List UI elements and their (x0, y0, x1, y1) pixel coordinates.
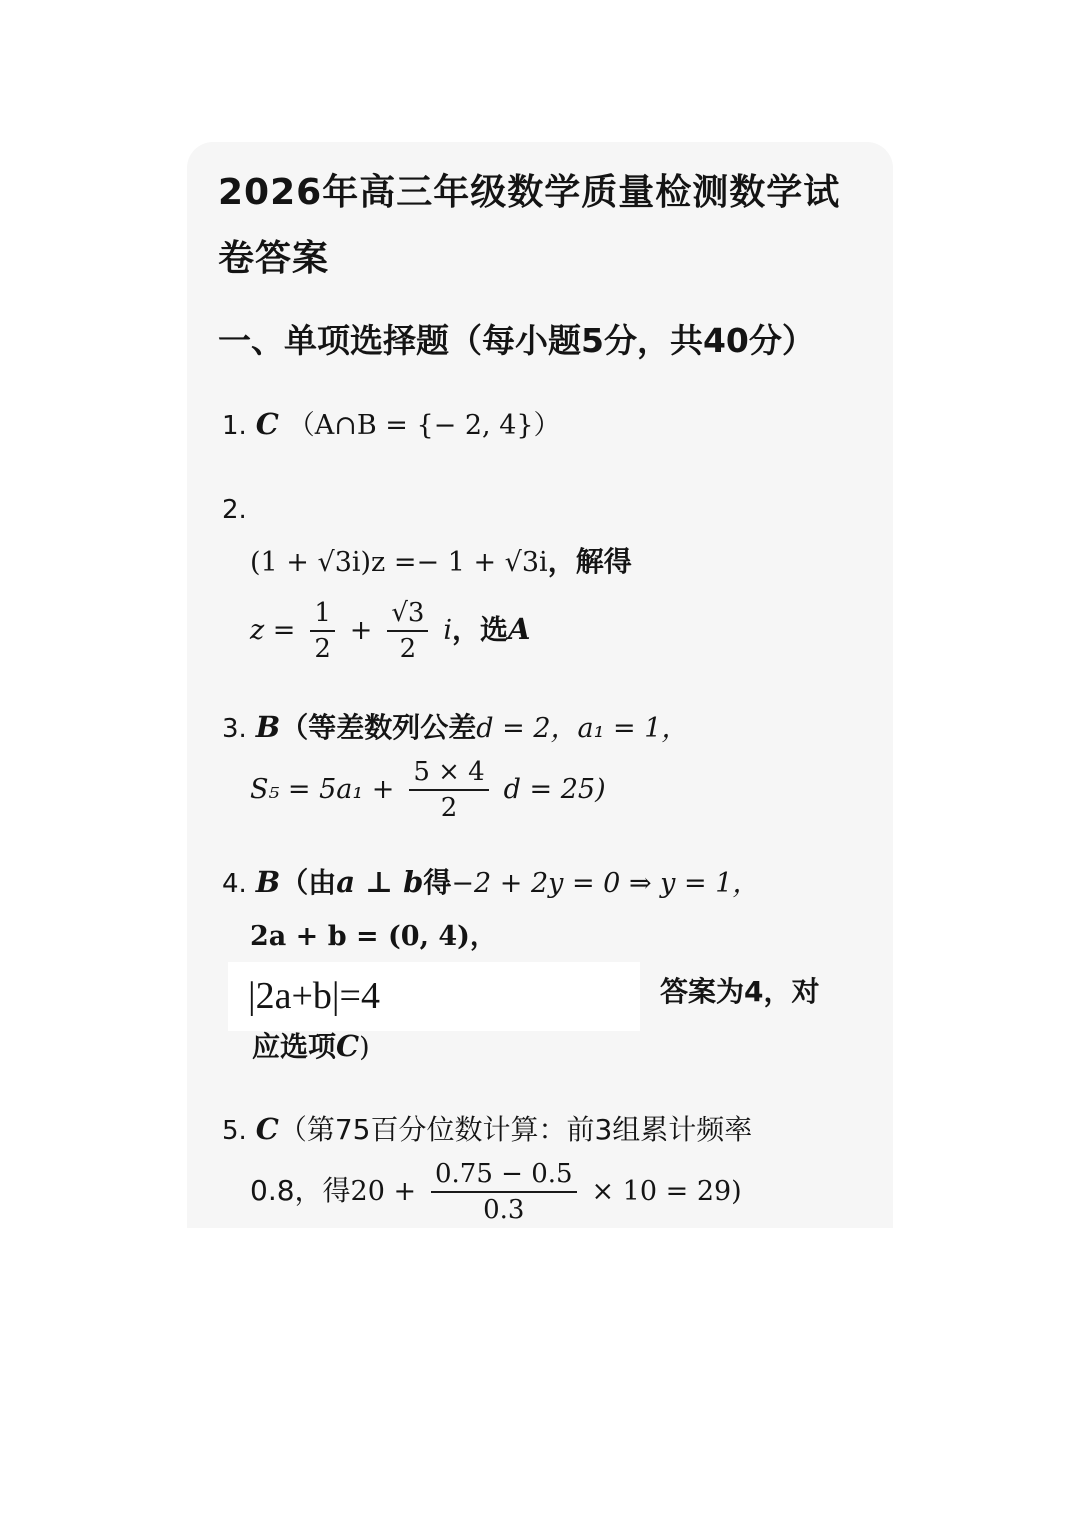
q2-plus: + (349, 615, 373, 646)
section-heading: 一、单项选择题（每小题5分，共40分） (218, 321, 815, 360)
q3-sum-tail: d = 25) (503, 774, 606, 805)
q2-solve-text: ，解得 (547, 545, 632, 578)
q1-number: 1. (222, 411, 247, 441)
q2-number-line (222, 489, 247, 530)
q3-number: 3. (222, 714, 247, 744)
q4-option-text: 应选项 (252, 1030, 337, 1063)
q4-line1 (222, 862, 759, 904)
q2-equation: (1 + √3i)z =− 1 + √3i (250, 547, 548, 578)
q2-frac1-denominator: 2 (314, 634, 331, 664)
q3-line1 (222, 707, 688, 749)
q4-mid-text: 得 (423, 866, 452, 899)
q2-fraction-1 (310, 596, 335, 666)
q3-math: d = 2，a₁ = 1， (476, 713, 689, 744)
q3-line2 (250, 752, 606, 827)
q5-tail: × 10 = 29) (591, 1176, 742, 1207)
q2-i-symbol: i (443, 615, 452, 646)
q5-math: 20 + (350, 1176, 417, 1207)
q5-frac-denominator: 0.3 (483, 1195, 525, 1225)
q4-answer-text: 答案为4，对 (660, 975, 820, 1008)
q5-lead: 0.8，得 (250, 1174, 351, 1207)
q5-line1 (222, 1109, 752, 1151)
q5-text: （第75百分位数计算：前3组累计频率 (278, 1113, 753, 1146)
q4-prefix: （由 (280, 866, 337, 899)
q4-option-answer: C (336, 1029, 360, 1063)
q3-frac-numerator: 5 × 4 (409, 755, 488, 791)
q5-answer: C (255, 1112, 279, 1146)
q1-explanation: （A∩B = {− 2, 4}） (287, 410, 561, 441)
q5-number: 5. (222, 1116, 247, 1146)
q2-line2 (250, 594, 531, 666)
q5-line2 (250, 1153, 742, 1230)
q2-frac2-numerator: √3 (387, 596, 428, 632)
q1-line (222, 404, 561, 446)
q2-frac1-numerator: 1 (310, 596, 335, 632)
q3-frac-denominator: 2 (440, 793, 458, 823)
q4-line4 (252, 1026, 370, 1068)
q5-fraction (431, 1157, 577, 1227)
q4-line3 (660, 972, 819, 1012)
q2-z-label: z = (250, 615, 296, 646)
q3-sum-math: S₅ = 5a₁ + (250, 774, 395, 805)
q4-vector-sum: 2a + b = (0, 4)， (250, 921, 497, 952)
q3-fraction (409, 755, 488, 825)
q4-line2 (250, 916, 497, 957)
q5-frac-numerator: 0.75 − 0.5 (431, 1157, 577, 1193)
q3-answer: B (255, 710, 281, 744)
q4-magnitude-box: |2a+b|=4 (228, 962, 640, 1031)
q4-close-paren: ) (359, 1032, 370, 1063)
page-title: 2026年高三年级数学质量检测数学试卷答案 (218, 172, 841, 279)
q2-line1 (250, 542, 632, 583)
q4-answer: B (255, 865, 281, 899)
q3-text: （等差数列公差 (280, 711, 477, 744)
q4-number: 4. (222, 869, 247, 899)
q2-choose-text: ，选 (451, 613, 508, 646)
q2-frac2-denominator: 2 (399, 634, 417, 664)
q4-perp-math: a ⊥ b (336, 865, 424, 899)
q1-answer: C (255, 407, 279, 441)
q4-equation: −2 + 2y = 0 ⇒ y = 1， (451, 868, 760, 899)
q2-number: 2. (222, 495, 247, 525)
q2-answer: A (508, 612, 531, 646)
q2-fraction-2 (387, 596, 428, 666)
